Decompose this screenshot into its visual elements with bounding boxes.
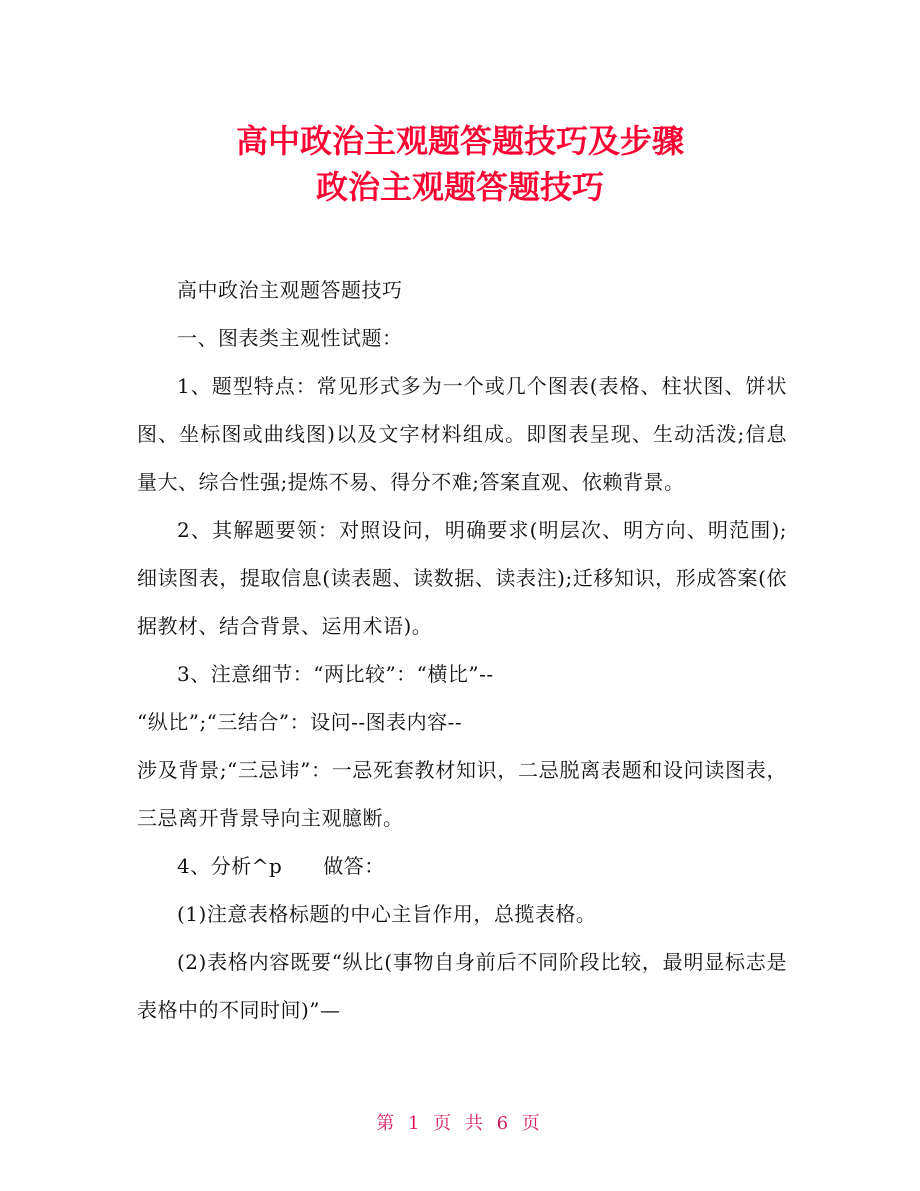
paragraph-item-3-line-3: 涉及背景;“三忌讳”：一忌死套教材知识，二忌脱离表题和设问读图表，三忌离开背景导向主观臆断。 — [137, 758, 787, 830]
paragraph-item-2: 2、其解题要领：对照设问，明确要求(明层次、明方向、明范围);细读图表，提取信息(读表题、读数据、读表注);迁移知识，形成答案(依据教材、结合背景、运用术语)。 — [137, 518, 787, 638]
document-title — [0, 118, 920, 210]
paragraph-section-heading: 一、图表类主观性试题： — [177, 326, 403, 350]
paragraph-subitem-1: (1)注意表格标题的中心主旨作用，总揽表格。 — [177, 902, 597, 926]
document-body — [137, 266, 787, 1034]
title-line-1: 高中政治主观题答题技巧及步骤 — [235, 122, 684, 160]
paragraph-subitem-2: (2)表格内容既要“纵比(事物自身前后不同阶段比较，最明显标志是表格中的不同时间)”— — [137, 950, 787, 1022]
page-number-footer: 第 1 页 共 6 页 — [376, 1113, 544, 1134]
paragraph-item-3-line-1: 3、注意细节：“两比较”：“横比”-- — [177, 662, 494, 686]
title-line-2: 政治主观题答题技巧 — [315, 168, 604, 206]
paragraph-subtitle: 高中政治主观题答题技巧 — [177, 278, 403, 302]
paragraph-item-3 — [137, 650, 787, 842]
paragraph-item-4: 4、分析^p 做答： — [177, 854, 385, 878]
paragraph-item-1: 1、题型特点：常见形式多为一个或几个图表(表格、柱状图、饼状图、坐标图或曲线图)以及文字材料组成。即图表呈现、生动活泼;信息量大、综合性强;提炼不易、得分不难;答案直观、依赖背景。 — [137, 374, 787, 494]
paragraph-item-3-line-2: “纵比”;“三结合”：设问--图表内容-- — [137, 710, 463, 734]
